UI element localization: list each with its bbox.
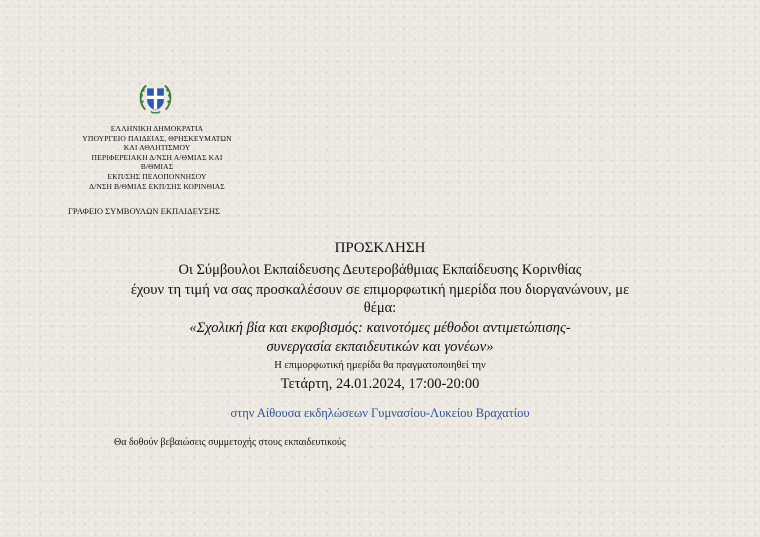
- certificates-note: Θα δοθούν βεβαιώσεις συμμετοχής στους εκπαιδευτικούς: [114, 437, 346, 448]
- authority-line: ΕΚΠ/ΣΗΣ ΠΕΛΟΠΟΝΝΗΣΟΥ: [107, 171, 207, 181]
- invitation-line-2: έχουν τη τιμή να σας προσκαλέσουν σε επιμορφωτική ημερίδα που διοργανώνουν, με: [130, 282, 630, 298]
- event-topic-line-2: συνεργασία εκπαιδευτικών και γονέων»: [266, 339, 494, 355]
- authority-line: ΥΠΟΥΡΓΕΙΟ ΠΑΙΔΕΙΑΣ, ΘΡΗΣΚΕΥΜΑΤΩΝ: [82, 133, 232, 143]
- event-datetime: Τετάρτη, 24.01.2024, 17:00-20:00: [280, 376, 480, 392]
- authority-line: ΠΕΡΙΦΕΡΕΙΑΚΗ Δ/ΝΣΗ Α/ΘΜΙΑΣ ΚΑΙ: [91, 152, 223, 162]
- authority-line: Δ/ΝΣΗ Β/ΘΜΙΑΣ ΕΚΠ/ΣΗΣ ΚΟΡΙΝΘΙΑΣ: [89, 181, 225, 191]
- authority-line: Β/ΘΜΙΑΣ: [140, 162, 174, 172]
- authority-line: ΕΛΛΗΝΙΚΗ ΔΗΜΟΚΡΑΤΙΑ: [110, 124, 204, 133]
- issuing-authority: [60, 124, 254, 191]
- invitation-line-3: θέμα:: [363, 300, 397, 316]
- event-venue: στην Αίθουσα εκδηλώσεων Γυμνασίου-Λυκείου Βραχατίου: [230, 406, 530, 420]
- invitation-line-1: Οι Σύμβουλοι Εκπαίδευσης Δευτεροβάθμιας Εκπαίδευσης Κορινθίας: [178, 262, 582, 278]
- event-held-text: Η επιμορφωτική ημερίδα θα πραγματοποιηθεί την: [274, 360, 486, 371]
- authority-line: ΚΑΙ ΑΘΛΗΤΙΣΜΟΥ: [123, 143, 191, 153]
- invitation-title: ΠΡΟΣΚΛΗΣΗ: [334, 240, 426, 256]
- office-name: ΓΡΑΦΕΙΟ ΣΥΜΒΟΥΛΩΝ ΕΚΠΑΙΔΕΥΣΗΣ: [68, 206, 220, 216]
- greek-state-emblem-icon: [137, 80, 174, 117]
- event-topic-line-1: «Σχολική βία και εκφοβισμός: καινοτόμες μέθοδοι αντιμετώπισης-: [189, 320, 571, 336]
